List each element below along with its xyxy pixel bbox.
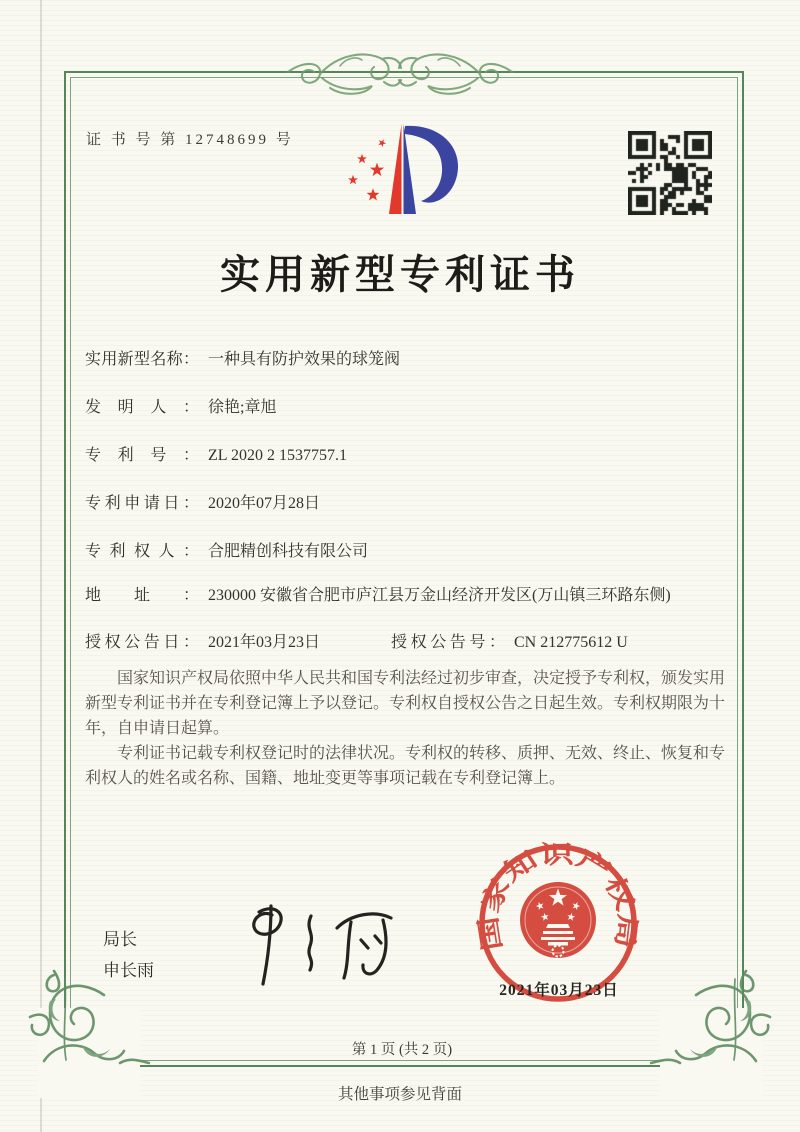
field-row-patentee [85,540,707,563]
field-value: 一种具有防护效果的球笼阀 [208,351,401,368]
seal-ring-text: 国家知识产权局 [476,841,641,953]
logo-obelisk-blue-half [404,124,417,214]
certificate-number: 证 书 号 第 12748699 号 [86,132,294,148]
field-label: 实用新型名称： [85,351,199,368]
legal-paragraph-2: 专利证书记载专利权登记时的法律状况。专利权的转移、质押、无效、终止、恢复和专利权人的姓名或名称、国籍、地址变更等事项记载在专利登记簿上。 [85,745,726,787]
field-value: 徐艳;章旭 [208,399,277,416]
field-label: 授权公告日： [85,634,199,651]
field-label: 专利号： [85,447,199,464]
field-row-inventor [85,396,707,419]
bottom-left-corner-ornament [20,965,150,1090]
field-label: 授权公告号： [391,634,505,651]
field-value: ZL 2020 2 1537757.1 [208,447,347,464]
grant-date-under-seal: 2021年03月23日 [499,982,619,999]
field-row-grant [85,631,707,654]
bottom-right-corner-ornament [650,965,780,1090]
field-row-application-date [85,492,707,515]
field-label: 地址： [85,587,199,604]
field-label: 专利权人： [85,543,199,560]
commissioner-signature [225,898,410,988]
grant-number-group [391,631,628,654]
back-side-note: 其他事项参见背面 [337,1086,462,1103]
field-value: 2021年03月23日 [208,634,321,651]
field-value: CN 212775612 U [514,634,628,651]
field-value: 合肥精创科技有限公司 [208,543,369,560]
logo-stars [348,138,387,201]
field-row-patent-number [85,444,707,467]
seal-national-emblem [520,882,596,958]
field-value: 230000 安徽省合肥市庐江县万金山经济开发区(万山镇三环路东侧) [208,587,671,604]
qr-code [628,131,712,215]
legal-paragraph-1: 国家知识产权局依照中华人民共和国专利法经过初步审查，决定授予专利权，颁发实用新型专利证书并在专利登记簿上予以登记。专利权自授权公告之日起生效。专利权期限为十年，自申请日起算。 [85,670,726,737]
cnipa-logo [333,110,473,235]
field-row-utility-name [85,348,707,371]
field-value: 2020年07月28日 [208,495,321,512]
page-number: 第 1 页 (共 2 页) [351,1042,453,1058]
scan-edge-line [40,0,42,1132]
field-row-address [85,584,707,607]
commissioner-name: 申长雨 [103,961,154,980]
logo-obelisk-red-half [389,124,402,214]
field-label: 专利申请日： [85,495,199,512]
field-label: 发明人： [85,399,199,416]
top-border-flourish-ornament [170,44,630,102]
grant-date-group [85,631,391,654]
legal-text-block [85,666,725,791]
certificate-title: 实用新型专利证书 [220,252,580,297]
commissioner-title: 局长 [103,930,137,949]
